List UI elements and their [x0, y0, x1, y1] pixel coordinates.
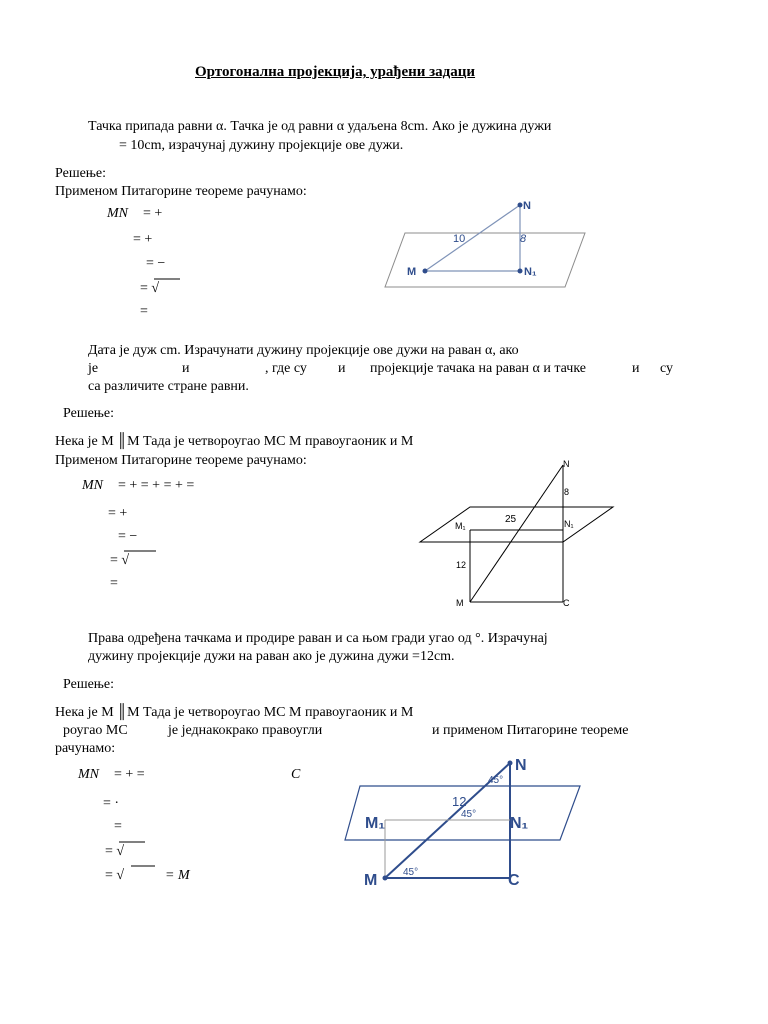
task3-angle-m: 45° [403, 867, 419, 878]
task1-solution-label: Решење: [55, 166, 107, 181]
task1-label-n1: N₁ [524, 266, 537, 278]
task3-eq3: = [114, 819, 122, 834]
task3-text-line1: Права одређена тачкама и продире раван и са њом гради угао од °. Израчунај [88, 631, 548, 646]
task2-sqrt-bar [120, 548, 160, 568]
task3-label-n: N [515, 757, 527, 774]
task2-eq2: = + [108, 506, 128, 521]
task2-label-n: N [563, 459, 570, 469]
task2-text-line2b: и [182, 361, 190, 376]
task1-label-10: 10 [453, 233, 466, 245]
task3-text-line2: дужину пројекције дужи на раван ако је дужина дужи =12cm. [88, 649, 455, 664]
task3-label-m: M [364, 872, 378, 889]
task3-eq4: = √ [105, 844, 125, 859]
task1-sqrt-bar [150, 276, 186, 296]
task3-eq2: = · [103, 796, 120, 811]
task3-eq5b: = M [165, 868, 190, 883]
task3-eq1-lhs: MN [78, 767, 99, 782]
task3-angle-mid: 45° [461, 809, 477, 820]
task3-let-line: Нека је M ║M Тада је четвороугао MC M правоугаоник и M [55, 705, 414, 720]
task3-point-n [508, 761, 513, 766]
task1-point-m [423, 269, 428, 274]
task2-label-c: C [563, 598, 570, 608]
task2-eq4: = √ [110, 553, 130, 568]
task1-text-line2: = 10cm, израчунај дужину пројекције ове дужи. [119, 138, 404, 153]
task2-figure [415, 455, 615, 615]
task3-label-c: C [508, 872, 520, 889]
task2-eq1-lhs: MN [82, 478, 103, 493]
task2-label-m: M [456, 598, 464, 608]
task2-text-line2a: је [88, 361, 99, 376]
task3-label-n1: N₁ [510, 815, 529, 832]
task1-figure [380, 195, 595, 295]
task1-eq5: = [140, 304, 148, 319]
task2-label-25: 25 [505, 514, 517, 525]
task3-eq1-c: C [291, 767, 301, 782]
task2-label-m1: M₁ [455, 521, 466, 531]
task1-segment-mn [425, 205, 520, 271]
task2-text-line2e: пројекције тачака на раван α и тачке [370, 361, 587, 376]
task2-segment-mn [470, 465, 563, 602]
task1-eq1-lhs: MN [107, 206, 128, 221]
task2-text-line2d: и [338, 361, 346, 376]
task2-pythagoras-line: Применом Питагорине теореме рачунамо: [55, 453, 307, 468]
task3-eq1: = + = [114, 767, 145, 782]
task3-solution-label: Решење: [63, 677, 115, 692]
task3-sqrt-bar-2 [127, 863, 163, 883]
task2-label-12: 12 [456, 560, 467, 570]
task3-line-b1: роугао MC [63, 723, 128, 738]
task2-eq1: = + = + = + = [118, 478, 195, 493]
task3-figure [340, 750, 590, 895]
task2-plane [420, 507, 613, 542]
task2-text-line1: Дата је дуж cm. Израчунати дужину пројекције ове дужи на раван α, ако [88, 343, 519, 358]
task2-text-line3: са различите стране равни. [88, 379, 249, 394]
task1-eq4: = √ [140, 281, 160, 296]
task1-label-8: 8 [520, 233, 527, 245]
task3-label-m1: M₁ [365, 815, 385, 832]
task1-eq2: = + [133, 232, 153, 247]
task2-solution-label: Решење: [63, 406, 115, 421]
task2-text-line2c: , где су [265, 361, 307, 376]
task2-text-line2f: и [632, 361, 640, 376]
task3-sqrt-bar-1 [115, 839, 151, 859]
task2-let-line: Нека је M ║M Тада је четвороугао MC M правоугаоник и M [55, 434, 414, 449]
task3-label-12: 12 [452, 794, 467, 809]
task2-label-8: 8 [564, 487, 570, 497]
task3-point-m [383, 876, 388, 881]
task1-label-m: M [407, 266, 417, 278]
task3-line-b3: и применом Питагорине теореме [432, 723, 629, 738]
page-title: Ортогонална пројекција, урађени задаци [195, 64, 476, 80]
task3-angle-n: 45° [488, 775, 504, 786]
task3-line-b2: је једнакокрако правоугли [168, 723, 323, 738]
task2-text-line2g: су [660, 361, 674, 376]
task2-eq5: = [110, 576, 118, 591]
task1-eq1: = + [143, 206, 163, 221]
task1-point-n1 [518, 269, 523, 274]
task1-point-n [518, 203, 523, 208]
task1-pythagoras-line: Применом Питагорине теореме рачунамо: [55, 184, 307, 199]
task1-plane [385, 233, 585, 287]
task3-line-c: рачунамо: [55, 741, 116, 756]
task1-text-line1: Тачка припада равни α. Тачка је од равни α удаљена 8cm. Ако је дужина дужи [88, 119, 552, 134]
task1-eq3: = − [146, 256, 166, 271]
task2-eq3: = − [118, 529, 138, 544]
task3-eq5a: = √ [105, 868, 125, 883]
task1-label-n: N [523, 200, 531, 212]
task2-label-n1: N₁ [564, 519, 574, 529]
